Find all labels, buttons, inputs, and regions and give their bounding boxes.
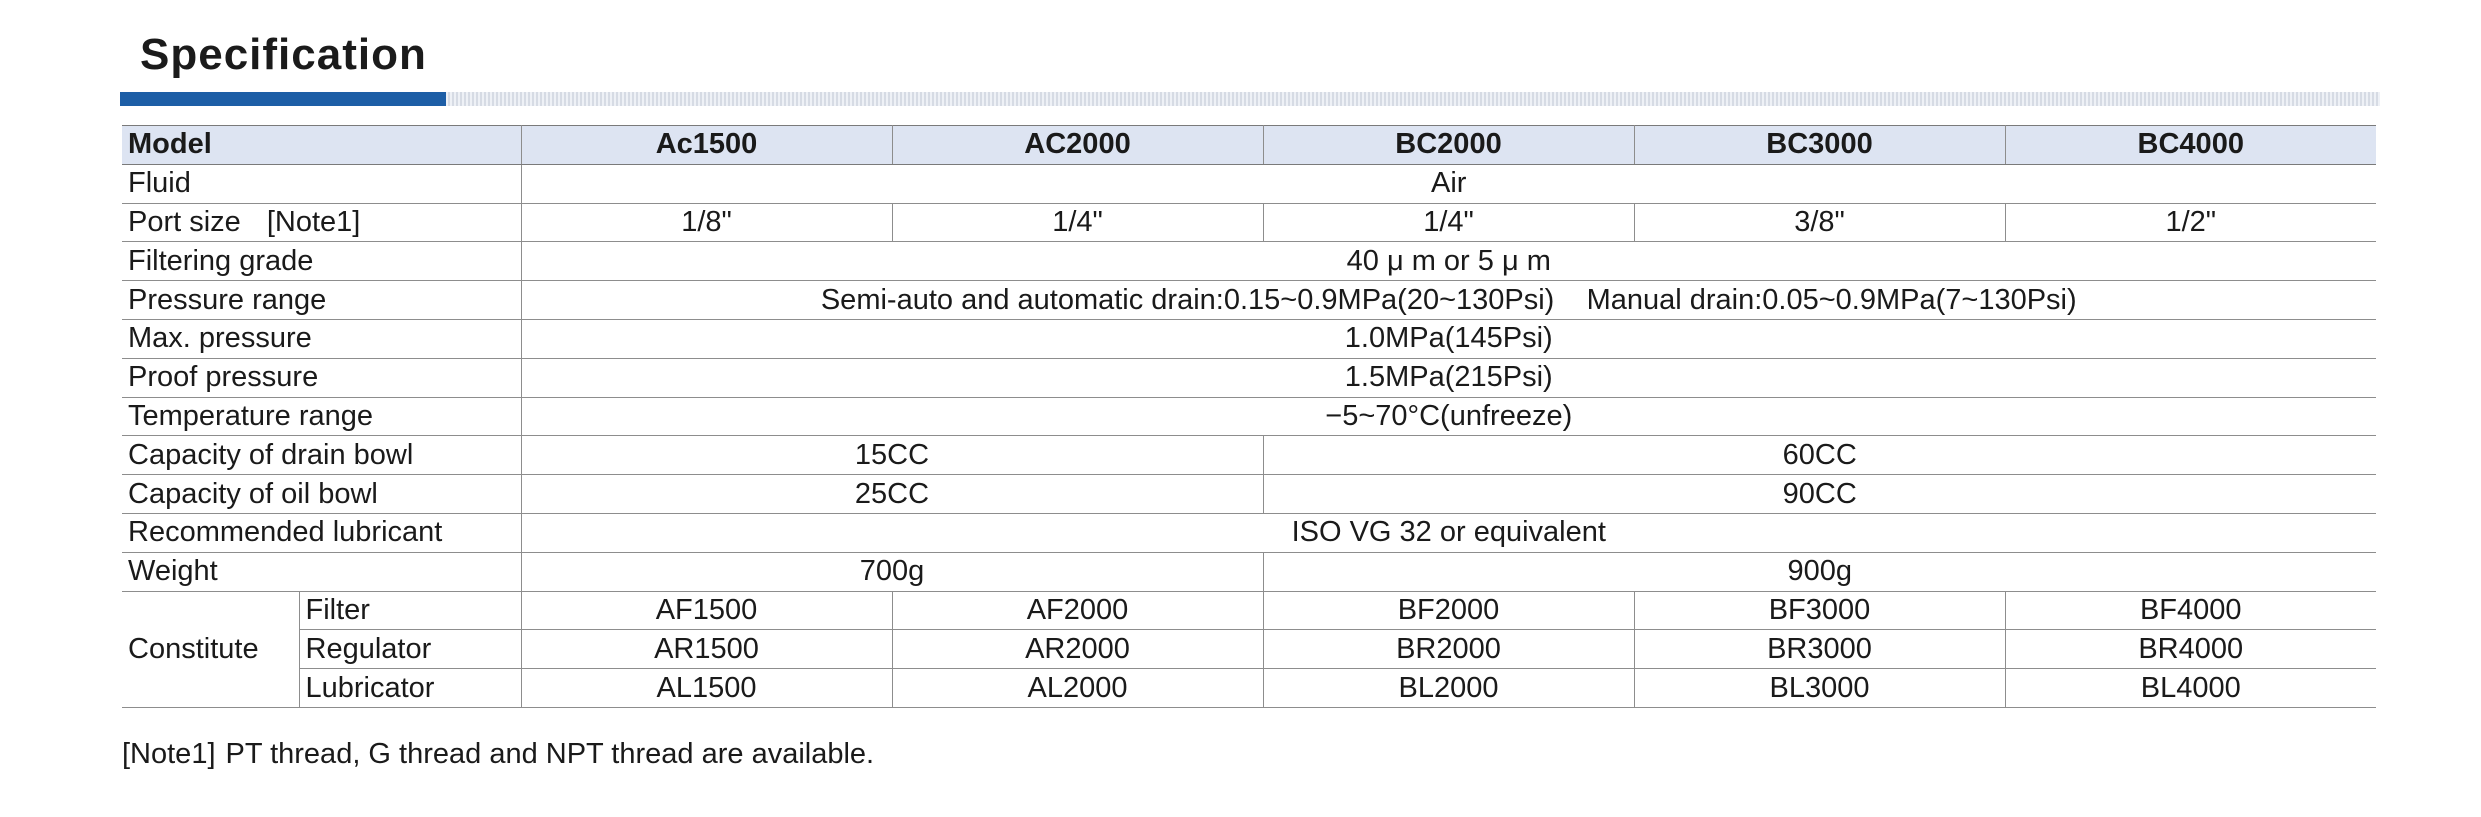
drain-bowl-value: 15CC — [521, 436, 1263, 475]
table-row — [122, 358, 2376, 397]
table-row — [122, 281, 2376, 320]
table-row — [122, 397, 2376, 436]
row-label-pressure-range: Pressure range — [122, 281, 521, 320]
lubricant-value: ISO VG 32 or equivalent — [521, 513, 2376, 552]
constitute-value: BF3000 — [1634, 591, 2005, 630]
row-label-max-pressure: Max. pressure — [122, 319, 521, 358]
constitute-value: AR2000 — [892, 630, 1263, 669]
model-header-ac1500: Ac1500 — [521, 126, 892, 165]
table-row — [122, 475, 2376, 514]
table-row — [122, 242, 2376, 281]
constitute-value: AL2000 — [892, 669, 1263, 708]
temperature-range-value: −5~70°C(unfreeze) — [521, 397, 2376, 436]
table-row — [122, 513, 2376, 552]
constitute-value: BR4000 — [2005, 630, 2376, 669]
row-label-weight: Weight — [122, 552, 521, 591]
table-row — [122, 630, 2376, 669]
model-header-ac2000: AC2000 — [892, 126, 1263, 165]
row-label-drain-bowl: Capacity of drain bowl — [122, 436, 521, 475]
fluid-value: Air — [521, 164, 2376, 203]
title-underline — [120, 92, 2380, 106]
pressure-range-value: Semi-auto and automatic drain:0.15~0.9MPa(20~130Psi) Manual drain:0.05~0.9MPa(7~130Psi) — [521, 281, 2376, 320]
title-accent-bar — [120, 92, 446, 106]
port-size-note-ref: [Note1] — [266, 205, 361, 238]
port-size-value: 1/4" — [892, 203, 1263, 242]
proof-pressure-value: 1.5MPa(215Psi) — [521, 358, 2376, 397]
max-pressure-value: 1.0MPa(145Psi) — [521, 319, 2376, 358]
footnote — [122, 738, 874, 771]
constitute-value: AF1500 — [521, 591, 892, 630]
table-header-row — [122, 126, 2376, 165]
constitute-value: BR2000 — [1263, 630, 1634, 669]
table-row — [122, 436, 2376, 475]
model-header-bc4000: BC4000 — [2005, 126, 2376, 165]
filtering-grade-value: 40 μ m or 5 μ m — [521, 242, 2376, 281]
row-label-port-size — [122, 203, 521, 242]
table-row — [122, 319, 2376, 358]
constitute-sub-label-regulator: Regulator — [299, 630, 521, 669]
table-row — [122, 552, 2376, 591]
port-size-value: 1/4" — [1263, 203, 1634, 242]
port-size-label: Port size — [128, 205, 241, 238]
constitute-value: BF4000 — [2005, 591, 2376, 630]
row-label-lubricant: Recommended lubricant — [122, 513, 521, 552]
weight-value: 900g — [1263, 552, 2376, 591]
drain-bowl-value: 60CC — [1263, 436, 2376, 475]
row-label-oil-bowl: Capacity of oil bowl — [122, 475, 521, 514]
table-row — [122, 164, 2376, 203]
table-row — [122, 669, 2376, 708]
constitute-value: BL2000 — [1263, 669, 1634, 708]
constitute-value: AF2000 — [892, 591, 1263, 630]
model-header: Model — [122, 126, 521, 165]
port-size-value: 1/8" — [521, 203, 892, 242]
port-size-value: 3/8" — [1634, 203, 2005, 242]
model-header-bc3000: BC3000 — [1634, 126, 2005, 165]
footnote-text: PT thread, G thread and NPT thread are available. — [225, 738, 875, 770]
table-row — [122, 203, 2376, 242]
oil-bowl-value: 25CC — [521, 475, 1263, 514]
model-header-bc2000: BC2000 — [1263, 126, 1634, 165]
row-label-fluid: Fluid — [122, 164, 521, 203]
constitute-sub-label-filter: Filter — [299, 591, 521, 630]
oil-bowl-value: 90CC — [1263, 475, 2376, 514]
row-label-constitute: Constitute — [122, 591, 299, 707]
constitute-value: BL3000 — [1634, 669, 2005, 708]
footnote-ref: [Note1] — [122, 738, 216, 770]
constitute-value: BF2000 — [1263, 591, 1634, 630]
row-label-temperature-range: Temperature range — [122, 397, 521, 436]
row-label-filtering-grade: Filtering grade — [122, 242, 521, 281]
specification-table — [122, 125, 2376, 708]
constitute-value: BL4000 — [2005, 669, 2376, 708]
constitute-sub-label-lubricator: Lubricator — [299, 669, 521, 708]
constitute-value: AL1500 — [521, 669, 892, 708]
constitute-value: BR3000 — [1634, 630, 2005, 669]
port-size-value: 1/2" — [2005, 203, 2376, 242]
weight-value: 700g — [521, 552, 1263, 591]
table-row — [122, 591, 2376, 630]
row-label-proof-pressure: Proof pressure — [122, 358, 521, 397]
constitute-value: AR1500 — [521, 630, 892, 669]
page-title: Specification — [140, 30, 427, 79]
